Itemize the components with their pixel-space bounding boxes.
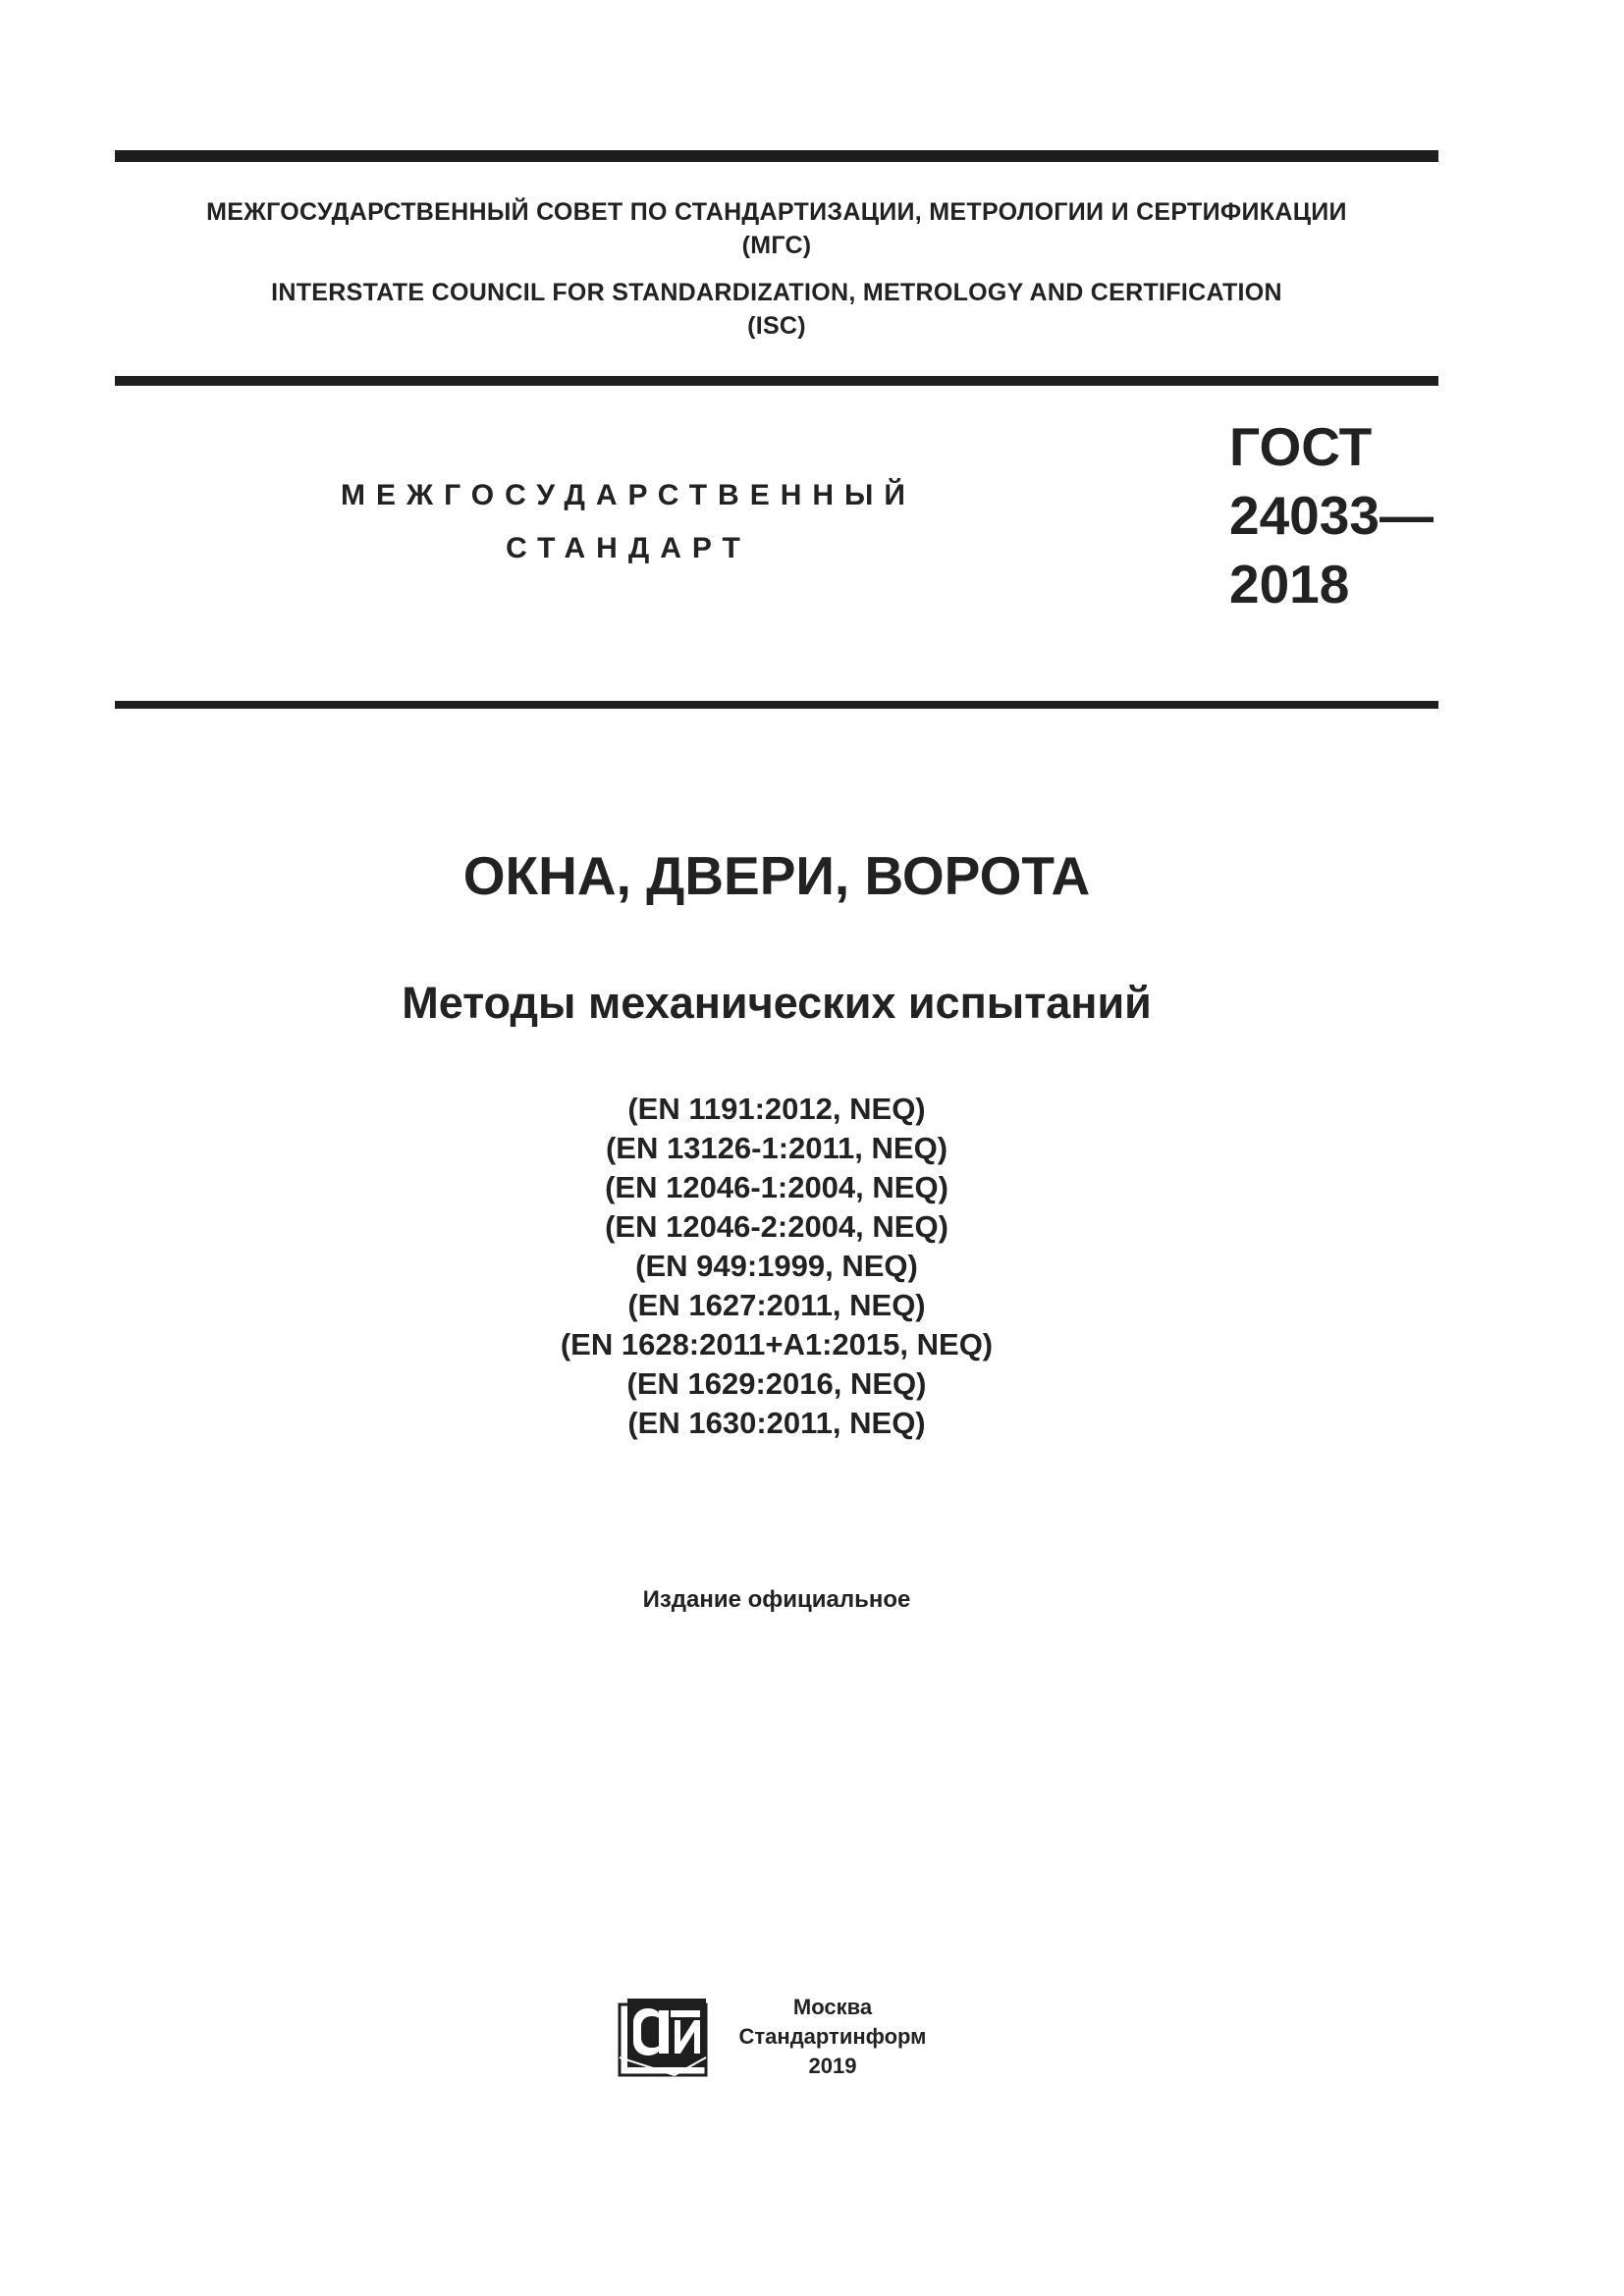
bottom-rule [115,701,1438,709]
reference-standard: (EN 949:1999, NEQ) [635,1249,918,1283]
designation-prefix: ГОСТ [1229,416,1373,477]
reference-standard: (EN 1630:2011, NEQ) [627,1406,926,1440]
standard-kind-line1: МЕЖГОСУДАРСТВЕННЫЙ [341,479,916,511]
document-subtitle: Методы механических испытаний [402,978,1152,1028]
reference-standard: (EN 12046-1:2004, NEQ) [605,1170,948,1204]
council-name-ru [115,195,1438,262]
publisher-city: Москва [792,1995,873,2019]
standard-kind [295,469,962,575]
reference-standard: (EN 1191:2012, NEQ) [627,1092,926,1126]
council-name-en-line: INTERSTATE COUNCIL FOR STANDARDIZATION, METROLOGY AND CERTIFICATION [271,279,1282,306]
reference-standards-list [115,1090,1438,1443]
official-edition-label: Издание официальное [642,1586,911,1613]
publication-year: 2019 [808,2054,857,2078]
council-name-en [115,276,1438,343]
publisher-name: Стандартинформ [738,2024,927,2049]
document-title: ОКНА, ДВЕРИ, ВОРОТА [462,845,1091,906]
publisher-block [725,1993,941,2081]
reference-standard: (EN 13126-1:2011, NEQ) [605,1131,948,1165]
reference-standard: (EN 1629:2016, NEQ) [626,1366,927,1401]
reference-standard: (EN 1627:2011, NEQ) [627,1288,926,1322]
reference-standard: (EN 1628:2011+A1:2015, NEQ) [560,1327,994,1362]
reference-standard: (EN 12046-2:2004, NEQ) [605,1209,948,1244]
standard-designation [1229,412,1434,618]
designation-year: 2018 [1229,554,1350,614]
top-rule [115,150,1438,162]
standard-kind-line2: СТАНДАРТ [506,532,751,564]
standartinform-logo-icon [616,1997,710,2079]
middle-rule [115,376,1438,386]
council-name-ru-line: МЕЖГОСУДАРСТВЕННЫЙ СОВЕТ ПО СТАНДАРТИЗАЦИИ, МЕТРОЛОГИИ И СЕРТИФИКАЦИИ [206,198,1347,226]
council-abbr-en: (ISC) [747,312,806,340]
council-abbr-ru: (МГС) [741,232,812,259]
designation-number: 24033— [1229,485,1434,546]
